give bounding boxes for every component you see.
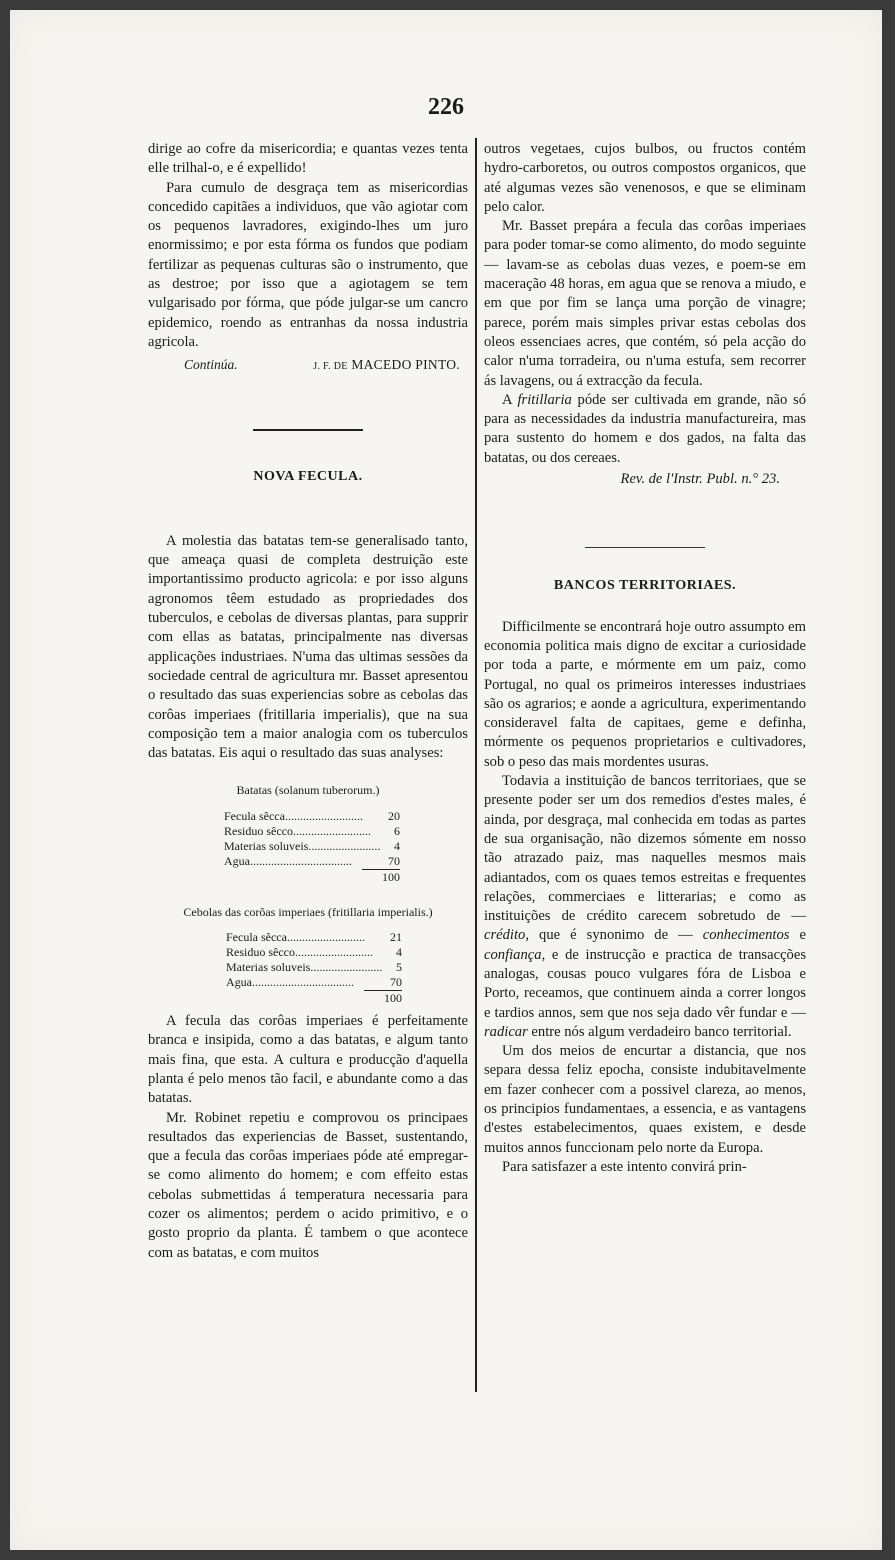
table-row: Agua.................................. 70: [226, 975, 402, 990]
table-caption: Cebolas das corôas imperiaes (fritillaria imperialis.): [183, 904, 433, 919]
section-rule: [585, 547, 705, 548]
newspaper-page: [10, 10, 882, 1550]
paragraph: Para satisfazer a este intento convirá prin-: [502, 1158, 747, 1175]
paragraph: Um dos meios de encurtar a distancia, que nos separa dessa feliz epocha, consiste indubitavelmente em fazer conhecer com a possivel clareza, ao menos, os principios fundamentaes, a essencia, e as vantagens d'estes estabelecimentos, quaes existem, e desde muitos annos funccionam pelo norte da Europa.: [484, 1043, 806, 1156]
paragraph-todavia: Todavia a instituição de bancos territoriaes, que se presente poder ser um dos remedios d'estes males, é ainda, por desgraça, mal conhecida em todas as partes de sua organisação, não dizemos sómente em nosso tão atrazado paiz, mas naquelles mesmos mais adiantados, com os quaes temos estreitas e frequentes relações, commerciaes e litterarias; e como as instituições de crédito carecem sobretudo de — crédito, que é synonimo de — conhecimentos e confiança, e de instrucção e practica de transacções analogas, cousas pouco vulgares fóra de Lisboa e Porto, receamos, que continuem ainda a correr longos e tardios annos, sem que nos seja dado vêr fundar e — radicar entre nós algum verdadeiro banco territorial.: [484, 773, 806, 1040]
paragraph: Mr. Basset prepára a fecula das corôas imperiaes para poder tomar-se como alimento, do modo seguinte — lavam-se as cebolas duas vezes, e poem-se em maceração 48 horas, em agua que se renova a miudo, e em que por fim se lança uma porção de vinagre; parece, porém mais simples privar estas cebolas dos oleos essenciaes acres, que contém, só pela acção do calor n'uma torradeira, ou n'uma estufa, sem recorrer ás lavagens, ou á extracção da fecula.: [484, 218, 806, 389]
paragraph: dirige ao cofre da misericordia; e quantas vezes tenta elle trilhal-o, e é expellido!: [148, 141, 468, 177]
paragraph: outros vegetaes, cujos bulbos, ou fructos contém hydro-carboretos, ou outros compostos organicos, que até algumas vezes são venenosos, e que se eliminam pelo calor.: [484, 141, 806, 215]
paragraph: A molestia das batatas tem-se generalisado tanto, que ameaça quasi de completa destruição este importantissimo producto agricola: e por isso alguns agronomos têem estudado as propriedades dos tuberculos, e cebolas de diversas plantas, para supprir com ellas as batatas, principalmente nas diversas applicações industriaes. N'uma das ultimas sessões da sociedade central de agricultura mr. Basset apresentou o resultado das suas experiencias sobre as cebolas das corôas imperiaes (fritillaria imperialis), que na sua composição tem a maior analogia com os tuberculos das batatas. Eis aqui o resultado das suas analyses:: [148, 532, 468, 762]
author-name: J. F. DE MACEDO PINTO.: [313, 357, 460, 373]
table-total: 100: [382, 869, 400, 884]
table-row: Residuo sêcco.......................... 6: [224, 823, 400, 838]
paragraph: A fecula das corôas imperiaes é perfeitamente branca e insipida, como a das batatas, e algum tanto mais fina, que esta. A cultura e producção d'aquella planta é pelo menos tão facil, e abundante como a das batatas.: [148, 1013, 468, 1107]
continua-label: Continúa.: [184, 357, 238, 373]
table-row: Materias soluveis........................ 4: [224, 838, 400, 853]
left-column: [148, 140, 468, 1263]
column-divider: [475, 138, 477, 1392]
table-row: Fecula sêcca.......................... 20: [224, 808, 400, 823]
paragraph: Para cumulo de desgraça tem as misericordias concedido capitães a individuos, que vão agiotar com os pequenos lavradores, exigindo-lhes um juro enormissimo; e por esta fórma os fundos que podiam fertilizar as pequenas culturas são o instrumento, que as destroe; por isso que a agiotagem se tem vulgarisado por fórma, que póde julgar-se um cancro epidemico, roendo as entranhas da nossa industria agricola.: [148, 179, 468, 350]
paragraph: Difficilmente se encontrará hoje outro assumpto em economia politica mais digno de excitar a curiosidade por toda a parte, e mórmente em um paiz, como Portugal, no qual os primeiros interesses industriaes são os agrarios; e aonde a agricultura, experimentando consideravel falta de capitaes, geme e definha, mórmente os pequenos proprietarios e cultivadores, sob o peso das mais mordentes usuras.: [484, 618, 806, 770]
table-caption: Batatas (solanum tuberorum.): [236, 783, 380, 798]
section-rule: [253, 429, 363, 431]
article-title-bancos-territoriaes: BANCOS TERRITORIAES.: [553, 578, 737, 594]
page-number: 226: [428, 94, 464, 120]
table-row: Residuo sêcco.......................... 4: [226, 945, 402, 960]
source-citation: Rev. de l'Instr. Publ. n.° 23.: [620, 471, 780, 488]
analysis-table-coroas-imperiaes: [226, 930, 402, 1006]
right-column: [484, 140, 806, 1177]
table-row: Materias soluveis........................ 5: [226, 960, 402, 975]
analysis-table-batatas: [224, 809, 400, 885]
table-row: Agua.................................. 70: [224, 853, 400, 868]
table-total: 100: [384, 991, 402, 1006]
article-title-nova-fecula: NOVA FECULA.: [253, 468, 363, 484]
article-signature: [148, 355, 468, 376]
table-row: Fecula sêcca.......................... 21: [226, 930, 402, 945]
paragraph: Mr. Robinet repetiu e comprovou os principaes resultados das experiencias de Basset, sustentando, que a fecula das corôas imperiaes póde até empregar-se como alimento do homem; e com effeito estas cebolas submettidas á temperatura necessaria para cozer os alimentos; perdem o acido primitivo, e o gosto proprio da planta. É tambem o que acontece com as batatas, e com muitos: [148, 1109, 468, 1261]
paragraph-fritillaria: A fritillaria póde ser cultivada em grande, não só para as necessidades da industria manufactureira, mas para sustento do homem e dos gados, na falta das batatas, ou dos cereaes.: [484, 391, 806, 466]
